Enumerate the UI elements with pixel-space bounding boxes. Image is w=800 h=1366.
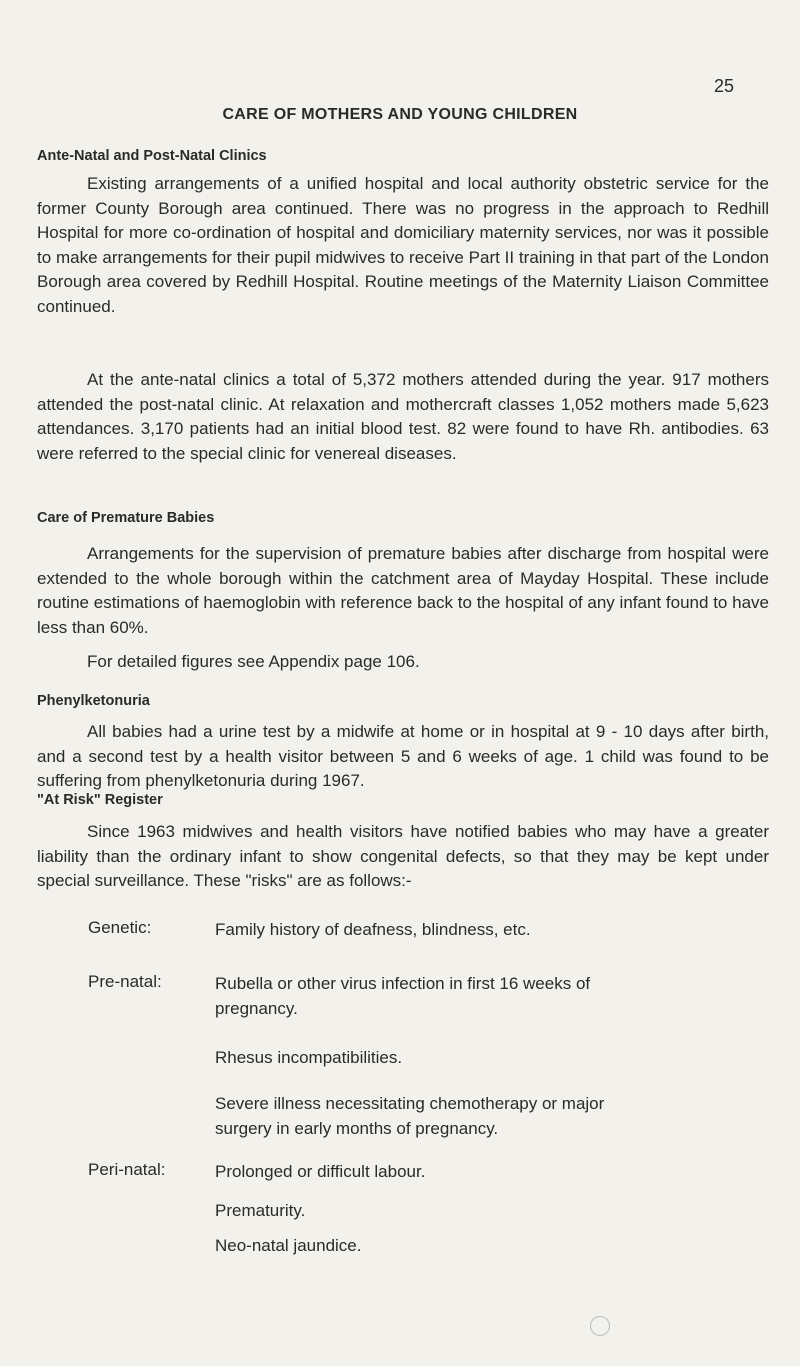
risk-category-perinatal: Peri-natal:: [88, 1160, 166, 1179]
paper-mark-icon: [587, 1313, 613, 1339]
heading-premature-babies: Care of Premature Babies: [37, 510, 215, 526]
heading-at-risk-register: "At Risk" Register: [37, 792, 163, 808]
risk-category-prenatal: Pre-natal:: [88, 972, 162, 991]
risk-perinatal-prematurity: Prematurity.: [215, 1201, 306, 1220]
page-number: 25: [713, 76, 734, 96]
paragraph-premature-appendix: For detailed figures see Appendix page 106.: [87, 652, 420, 671]
paragraph-antenatal-arrangements: Existing arrangements of a unified hospital and local authority obstetric service for the former County Borough area continued. There was no progress in the approach to Redhill Hospital for more co-ordination of hospital and domiciliary maternity services, nor was it possible to make arrangements for their pupil midwives to receive Part II training in that part of the London Borough area covered by Redhill Hospital. Routine meetings of the Maternity Liaison Committee continued.: [37, 174, 769, 316]
paragraph-phenylketonuria: All babies had a urine test by a midwife at home or in hospital at 9 - 10 days after birth, and a second test by a health visitor between 5 and 6 weeks of age. 1 child was found to be suffering from phenylketonuria during 1967.: [37, 722, 769, 791]
risk-prenatal-severe-illness: Severe illness necessitating chemotherapy or major surgery in early months of pregnancy.: [215, 1094, 605, 1138]
risk-perinatal-labour: Prolonged or difficult labour.: [215, 1162, 426, 1181]
paragraph-at-risk-register: Since 1963 midwives and health visitors have notified babies who may have a greater liability than the ordinary infant to show congenital defects, so that they may be kept under special surveillance. These "risks" are as follows:-: [37, 822, 769, 891]
risk-category-genetic: Genetic:: [88, 918, 152, 937]
risk-perinatal-jaundice: Neo-natal jaundice.: [215, 1236, 362, 1255]
paragraph-antenatal-attendance: At the ante-natal clinics a total of 5,372 mothers attended during the year. 917 mothers attended the post-natal clinic. At relaxation and mothercraft classes 1,052 mothers made 5,623 attendances. 3,170 patients had an initial blood test. 82 were found to have Rh. antibodies. 63 were referred to the special clinic for venereal diseases.: [37, 370, 769, 463]
page-title: CARE OF MOTHERS AND YOUNG CHILDREN: [222, 106, 578, 123]
heading-antenatal-clinics: Ante-Natal and Post-Natal Clinics: [37, 148, 267, 164]
risk-prenatal-rubella: Rubella or other virus infection in first 16 weeks of pregnancy.: [215, 974, 591, 1018]
paragraph-premature-arrangements: Arrangements for the supervision of premature babies after discharge from hospital were extended to the whole borough within the catchment area of Mayday Hospital. These include routine estimations of haemoglobin with reference back to the hospital of any infant found to have less than 60%.: [37, 544, 769, 637]
risk-prenatal-rhesus: Rhesus incompatibilities.: [215, 1048, 403, 1067]
risk-genetic-family-history: Family history of deafness, blindness, etc.: [215, 920, 531, 939]
heading-phenylketonuria: Phenylketonuria: [37, 693, 150, 709]
